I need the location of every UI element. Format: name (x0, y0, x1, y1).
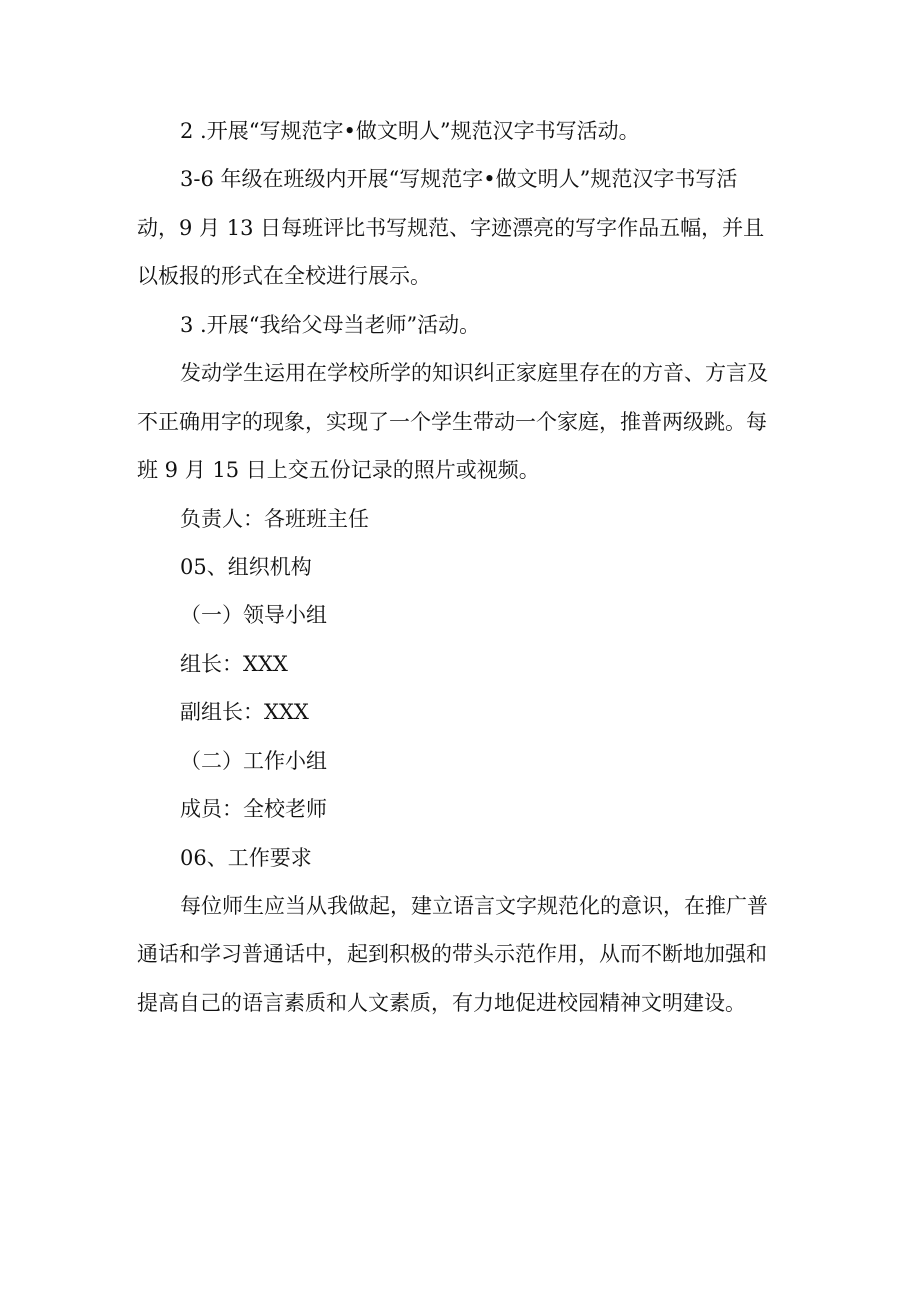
text-line: 06、工作要求 (180, 845, 312, 870)
paragraph-activity-2-detail (137, 155, 787, 300)
text-line: 3-6 年级在班级内开展“写规范字•做文明人”规范汉字书写活 (180, 167, 738, 192)
paragraph-members (137, 785, 787, 833)
subheading-working-group (137, 737, 787, 785)
text-line: 负责人：各班班主任 (180, 506, 369, 531)
text-line: 副组长：XXX (180, 700, 309, 725)
paragraph-deputy-leader (137, 688, 787, 736)
text-line: 05、组织机构 (180, 554, 312, 579)
text-line: 通话和学习普通话中，起到积极的带头示范作用，从而不断地加强和 (137, 942, 767, 967)
text-line: 发动学生运用在学校所学的知识纠正家庭里存在的方音、方言及 (180, 361, 768, 386)
document-body (137, 107, 787, 1027)
paragraph-activity-2 (137, 107, 787, 155)
paragraph-requirements-detail (137, 882, 787, 1027)
text-line: 3 .开展“我给父母当老师”活动。 (180, 312, 481, 337)
text-line: 成员：全校老师 (180, 797, 327, 822)
paragraph-group-leader (137, 640, 787, 688)
text-line: 组长：XXX (180, 651, 288, 676)
text-line: 班 9 月 15 日上交五份记录的照片或视频。 (137, 458, 540, 483)
text-line: 提高自己的语言素质和人文素质，有力地促进校园精神文明建设。 (137, 990, 746, 1015)
paragraph-responsible-person (137, 495, 787, 543)
text-line: 动，9 月 13 日每班评比书写规范、字迹漂亮的写字作品五幅，并且 (137, 215, 765, 240)
paragraph-activity-3 (137, 301, 787, 349)
text-line: 2 .开展“写规范字•做文明人”规范汉字书写活动。 (180, 119, 640, 143)
text-line: （一）领导小组 (180, 603, 327, 628)
paragraph-activity-3-detail (137, 349, 787, 494)
text-line: （二）工作小组 (180, 748, 327, 773)
section-heading-organization (137, 543, 787, 591)
text-line: 不正确用字的现象，实现了一个学生带动一个家庭，推普两级跳。每 (137, 409, 767, 434)
text-line: 以板报的形式在全校进行展示。 (137, 264, 431, 289)
section-heading-requirements (137, 834, 787, 882)
text-line: 每位师生应当从我做起，建立语言文字规范化的意识，在推广普 (180, 894, 768, 918)
subheading-leadership-group (137, 591, 787, 639)
